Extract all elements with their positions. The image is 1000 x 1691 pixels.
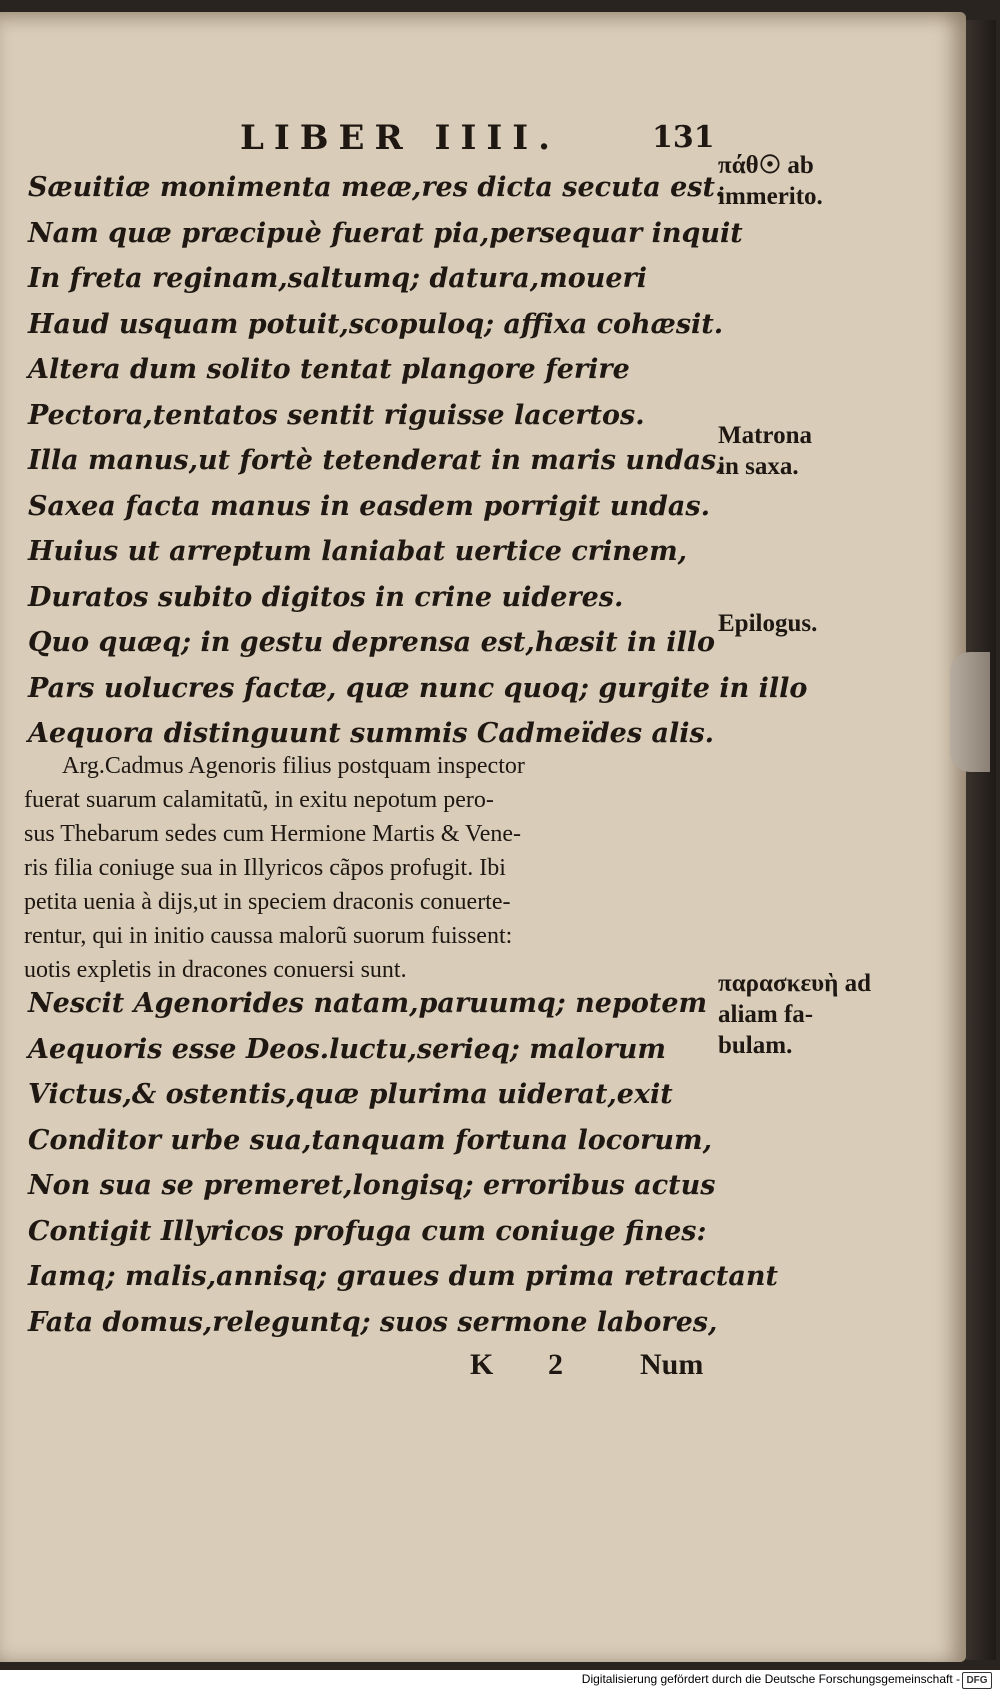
verse-line: Victus,& ostentis,quæ plurima uiderat,exit [28, 1079, 673, 1110]
verse-line: Pectora,tentatos sentit riguisse lacertos. [28, 399, 645, 431]
margin-note-line: Epilogus. [718, 610, 818, 637]
verse-line: Sæuitiæ monimenta meæ,res dicta secuta est. [28, 172, 725, 203]
verse-line: Non sua se premeret,longisq; erroribus actus [28, 1170, 716, 1201]
argument-line: ris filia coniuge sua in Illyricos cãpos profugit. Ibi [24, 855, 506, 881]
argument-line: petita uenia à dijs,ut in speciem draconis conuerte- [24, 889, 511, 915]
margin-note-line: bulam. [718, 1032, 793, 1059]
argument-line: rentur, qui in initio caussa malorũ suorum fuissent: [24, 923, 513, 949]
margin-note-4 [718, 968, 878, 1061]
verse-line: Iamq; malis,annisq; graues dum prima retractant [28, 1261, 778, 1292]
page-header [0, 118, 715, 168]
verse-line: Saxea facta manus in easdem porrigit undas. [28, 490, 711, 522]
argument-line: sus Thebarum sedes cum Hermione Martis & Vene- [24, 821, 522, 847]
catchword: Num [640, 1348, 704, 1381]
margin-note-1 [718, 150, 878, 212]
signature-mark: K [470, 1348, 494, 1381]
verse-line: Contigit Illyricos profuga cum coniuge fines: [28, 1215, 707, 1247]
book-edge [966, 20, 996, 1660]
verse-line: Aequora distinguunt summis Cadmeïdes alis. [28, 718, 715, 749]
margin-note-line: παρασκευὴ ad [718, 970, 871, 997]
verse-line: Huius ut arreptum laniabat uertice crinem, [28, 536, 688, 567]
verse-line: Haud usquam potuit,scopuloq; affixa cohæsit. [28, 308, 724, 340]
verse-line: Nescit Agenorides natam,paruumq; nepotem [28, 988, 708, 1019]
signature-number: 2 [548, 1348, 563, 1381]
argument-paragraph [24, 749, 724, 987]
argument-line: fuerat suarum calamitatũ, in exitu nepotum pero- [24, 787, 494, 813]
footer-bar [0, 1670, 1000, 1691]
verse-line: Duratos subito digitos in crine uideres. [28, 581, 624, 613]
verse-line: Quo quæq; in gestu deprensa est,hæsit in illo [28, 627, 716, 658]
page-number: 131 [652, 120, 715, 155]
verse-line: Fata domus,releguntq; suos sermone labores, [28, 1306, 718, 1338]
verse-line: Illa manus,ut fortè tetenderat in maris undas, [28, 445, 726, 476]
verse-line: Nam quæ præcipuè fuerat pia,persequar inquit [28, 217, 743, 249]
dfg-logo-icon: DFG [962, 1672, 992, 1689]
verse-line: Altera dum solito tentat plangore ferire [28, 354, 630, 385]
argument-line: uotis expletis in dracones conuersi sunt. [24, 957, 407, 983]
margin-note-line: Matrona [718, 422, 812, 449]
argument-line: Arg.Cadmus Agenoris filius postquam inspector [62, 753, 525, 779]
margin-note-line: in saxa. [718, 453, 799, 480]
page-clip [950, 652, 990, 772]
verse-line: Conditor urbe sua,tanquam fortuna locorum, [28, 1124, 712, 1156]
verse-line: In freta reginam,saltumq; datura,moueri [28, 263, 648, 294]
verse-line: Pars uolucres factæ, quæ nunc quoq; gurgite in illo [28, 672, 808, 704]
verse-line: Aequoris esse Deos.luctu,serieq; malorum [28, 1033, 666, 1065]
running-title: LIBER IIII. [240, 118, 561, 158]
margin-note-line: immerito. [718, 183, 823, 210]
margin-note-line: πάθ☉ ab [718, 152, 814, 179]
margin-note-line: aliam fa- [718, 1001, 814, 1028]
footer-credit: Digitalisierung gefördert durch die Deutsche Forschungsgemeinschaft - [581, 1672, 960, 1686]
margin-note-2 [718, 420, 878, 482]
margin-note-3 [718, 608, 878, 639]
